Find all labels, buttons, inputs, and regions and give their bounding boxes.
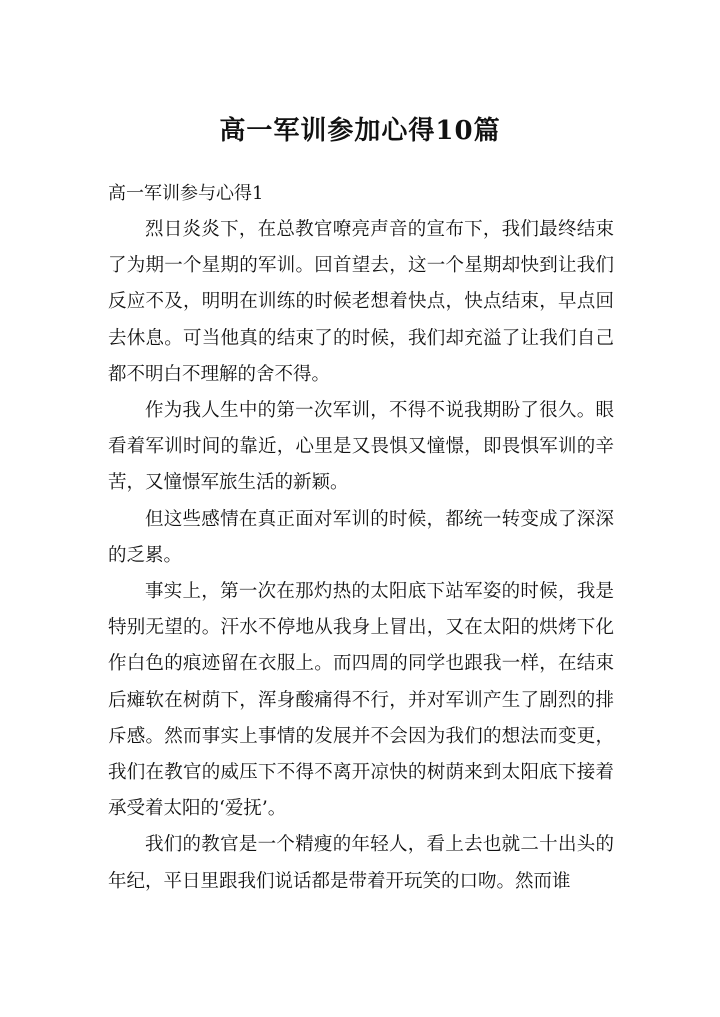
paragraph-4: 事实上，第一次在那灼热的太阳底下站军姿的时候，我是特别无望的。汗水不停地从我身上冒出，又在太阳的烘烤下化作白色的痕迹留在衣服上。而四周的同学也跟我一样，在结束后瘫软在树荫下，浑身酸痛得不行，并对军训产生了剧烈的排斥感。然而事实上事情的发展并不会因为我们的想法而变更，我们在教官的威压下不得不离开凉快的树荫来到太阳底下接着承受着太阳的‘爱抚’。 [108,581,614,820]
paragraph-1: 烈日炎炎下，在总教官嘹亮声音的宣布下，我们最终结束了为期一个星期的军训。回首望去，这一个星期却快到让我们反应不及，明明在训练的时候老想着快点，快点结束，早点回去休息。可当他真的结束了的时候，我们却充溢了让我们自己都不明白不理解的舍不得。 [108,219,614,385]
paragraph-2: 作为我人生中的第一次军训，不得不说我期盼了很久。眼看着军训时间的靠近，心里是又畏惧又憧憬，即畏惧军训的辛苦，又憧憬军旅生活的新颖。 [108,400,614,494]
document-title: 高一军训参加心得10篇 [219,116,501,146]
section-title: 高一军训参与心得1 [108,183,264,204]
paragraph-5: 我们的教官是一个精瘦的年轻人，看上去也就二十出头的年纪，平日里跟我们说话都是带着开玩笑的口吻。然而谁 [108,834,614,892]
paragraph-3: 但这些感情在真正面对军训的时候，都统一转变成了深深的乏累。 [108,508,614,566]
document-body [108,176,614,900]
